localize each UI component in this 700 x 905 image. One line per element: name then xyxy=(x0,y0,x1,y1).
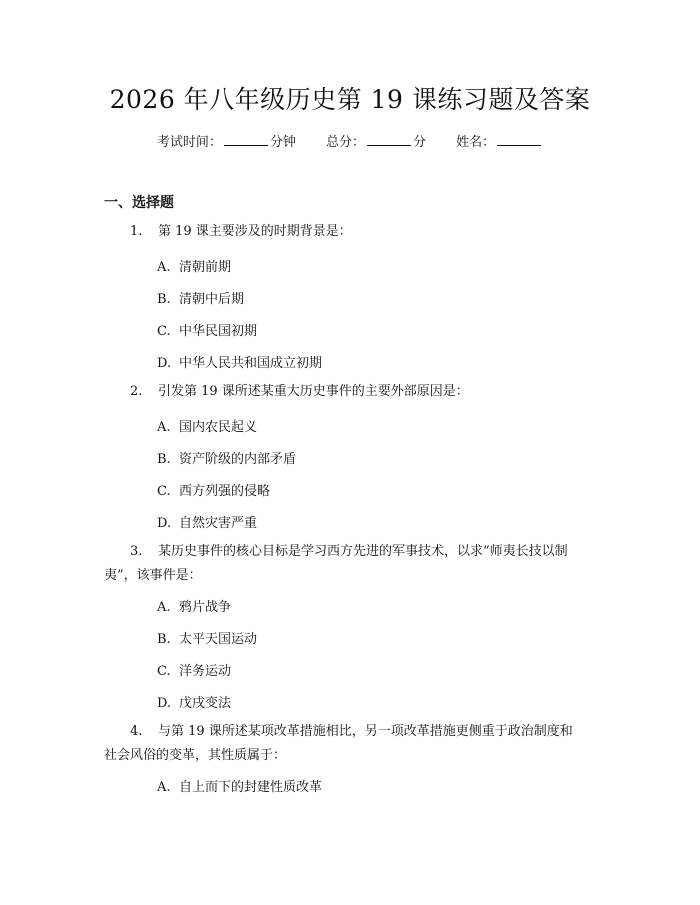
total-score-unit: 分 xyxy=(413,135,427,150)
total-score-label: 总分： xyxy=(325,135,365,150)
option-1c: C. 中华民国初期 xyxy=(157,324,258,339)
name-field xyxy=(456,131,543,150)
question-number: 2. xyxy=(130,384,143,399)
total-score-blank xyxy=(367,134,411,146)
question-text: 第 19 课主要涉及的时期背景是： xyxy=(158,224,352,239)
exam-time-field xyxy=(157,131,296,150)
option-1b: B. 清朝中后期 xyxy=(157,292,245,307)
question-number: 1. xyxy=(130,224,143,239)
question-number: 3. xyxy=(130,544,143,559)
question-text: 某历史事件的核心目标是学习西方先进的军事技术，以求“师夷长技以制 xyxy=(158,544,568,559)
exam-meta xyxy=(0,131,700,150)
name-label: 姓名： xyxy=(456,135,496,150)
question-text: 与第 19 课所述某项改革措施相比，另一项改革措施更侧重于政治制度和 xyxy=(158,724,573,739)
question-1 xyxy=(130,220,600,244)
question-2 xyxy=(130,380,600,404)
exam-time-label: 考试时间： xyxy=(156,135,222,150)
option-3b: B. 太平天国运动 xyxy=(157,632,258,647)
option-2c: C. 西方列强的侵略 xyxy=(157,484,271,499)
option-3d: D. 戊戌变法 xyxy=(157,696,232,711)
option-4a: A. 自上而下的封建性质改革 xyxy=(157,780,323,795)
option-1a: A. 清朝前期 xyxy=(157,260,232,275)
option-1d: D. 中华人民共和国成立初期 xyxy=(157,356,323,371)
name-blank xyxy=(497,134,541,146)
question-text-continued: 夷”，该事件是： xyxy=(104,568,202,583)
total-score-field xyxy=(326,131,426,150)
exam-time-blank xyxy=(224,134,268,146)
question-4 xyxy=(104,720,600,768)
exam-time-unit: 分钟 xyxy=(269,135,296,150)
section-heading: 一、选择题 xyxy=(104,195,174,211)
question-number: 4. xyxy=(130,724,143,739)
option-2d: D. 自然灾害严重 xyxy=(157,516,258,531)
option-3a: A. 鸦片战争 xyxy=(157,600,232,615)
option-2a: A. 国内农民起义 xyxy=(157,420,258,435)
page-title: 2026 年八年级历史第 19 课练习题及答案 xyxy=(109,85,591,114)
option-3c: C. 洋务运动 xyxy=(157,664,232,679)
option-2b: B. 资产阶级的内部矛盾 xyxy=(157,452,297,467)
question-text: 引发第 19 课所述某重大历史事件的主要外部原因是： xyxy=(158,384,469,399)
question-text-continued: 社会风俗的变革，其性质属于： xyxy=(104,748,287,763)
question-3 xyxy=(104,540,600,588)
